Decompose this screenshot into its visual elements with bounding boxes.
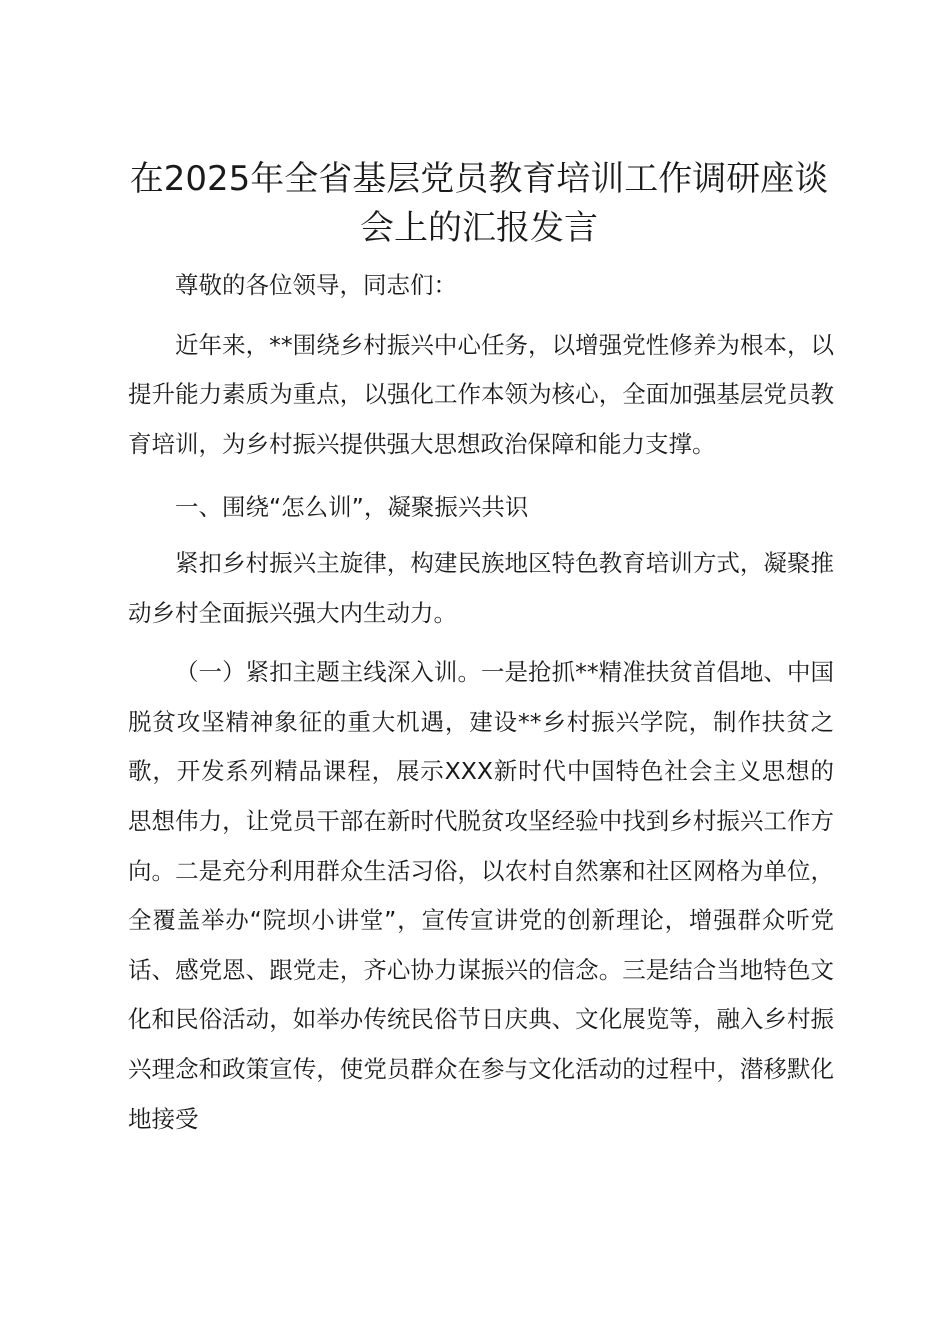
salutation: 尊敬的各位领导，同志们： [175, 271, 457, 299]
section-heading: 一、围绕“怎么训”，凝聚振兴共识 [175, 493, 529, 522]
document-title: 在2025年全省基层党员教育培训工作调研座谈会上的汇报发言 [129, 159, 829, 248]
document-body [128, 261, 834, 1144]
section-summary: 紧扣乡村振兴主旋律，构建民族地区特色教育培训方式，凝聚推动乡村全面振兴强大内生动力。 [128, 548, 834, 627]
section-item-paragraph: （一）紧扣主题主线深入训。一是抢抓**精准扶贫首倡地、中国脱贫攻坚精神象征的重大机遇，建设**乡村振兴学院，制作扶贫之歌，开发系列精品课程，展示XXX新时代中国特色社会主义思想的思想伟力，让党员干部在新时代脱贫攻坚经验中找到乡村振兴工作方向。二是充分利用群众生活习俗，以农村自然寨和社区网格为单位，全覆盖举办“院坝小讲堂”，宣传宣讲党的创新理论，增强群众听党话、感党恩、跟党走，齐心协力谋振兴的信念。三是结合当地特色文化和民俗活动，如举办传统民俗节日庆典、文化展览等，融入乡村振兴理念和政策宣传，使党员群众在参与文化活动的过程中，潜移默化地接受 [128, 658, 834, 1133]
intro-paragraph: 近年来，**围绕乡村振兴中心任务，以增强党性修养为根本，以提升能力素质为重点，以强化工作本领为核心，全面加强基层党员教育培训，为乡村振兴提供强大思想政治保障和能力支撑。 [128, 330, 834, 458]
document-page [128, 155, 834, 1144]
